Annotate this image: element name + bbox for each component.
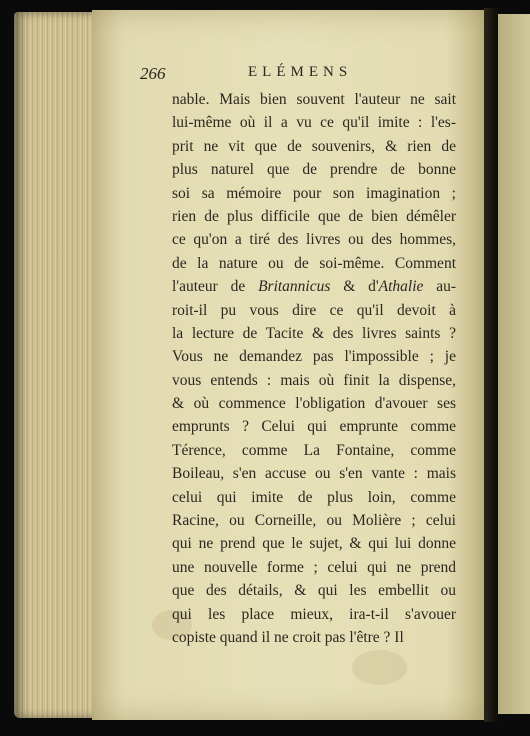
running-title: ELÉMENS [248, 64, 353, 80]
text-line: Boileau, s'en accuse ou s'en vante : mais [172, 465, 456, 483]
text-line: soi sa mémoire pour son imagination ; [172, 184, 456, 202]
right-page-edge [498, 14, 530, 714]
text-line: rien de plus difficile que de bien démêler [172, 207, 456, 225]
text-line: Racine, ou Corneille, ou Molière ; celui [172, 512, 456, 530]
text-line: nable. Mais bien souvent l'auteur ne sait [172, 91, 456, 108]
text-line: la lecture de Tacite & des livres saints ? [172, 324, 456, 342]
page-edges [14, 12, 100, 718]
text-line: qui ne prend que le sujet, & qui lui donne [172, 535, 456, 553]
text-line: Térence, comme La Fontaine, comme [172, 441, 456, 459]
text-line: de la nature ou de soi-même. Comment [172, 254, 456, 272]
text-line: copiste quand il ne croit pas l'être ? Il [172, 628, 404, 646]
text-line: roit-il pu vous dire ce qu'il devoit à [172, 301, 456, 319]
body-text [172, 88, 456, 649]
text-line: vous entends : mais où finit la dispense, [172, 371, 456, 389]
text-line: emprunts ? Celui qui emprunte comme [172, 418, 456, 436]
page-number: 266 [140, 64, 166, 83]
text-line: celui qui imite de plus loin, comme [172, 488, 456, 506]
text-line: & où commence l'obligation d'avouer ses [172, 395, 456, 413]
text-line: ce qu'on a tiré des livres ou des hommes, [172, 231, 456, 249]
text-line: l'auteur de Britannicus & d'Athalie au- [172, 278, 456, 296]
text-line: Vous ne demandez pas l'impossible ; je [172, 348, 456, 366]
text-line: lui-même où il a vu ce qu'il imite : l'es- [172, 114, 456, 132]
text-line: plus naturel que de prendre de bonne [172, 161, 456, 179]
text-line: prit ne vit que de souvenirs, & rien de [172, 137, 456, 155]
page-header [140, 64, 460, 88]
foxing-stain [352, 650, 407, 685]
text-line: que des détails, & qui les embellit ou [172, 582, 456, 600]
gutter [484, 8, 498, 722]
text-line: qui les place mieux, ira-t-il s'avouer [172, 605, 456, 623]
text-line: une nouvelle forme ; celui qui ne prend [172, 558, 456, 576]
